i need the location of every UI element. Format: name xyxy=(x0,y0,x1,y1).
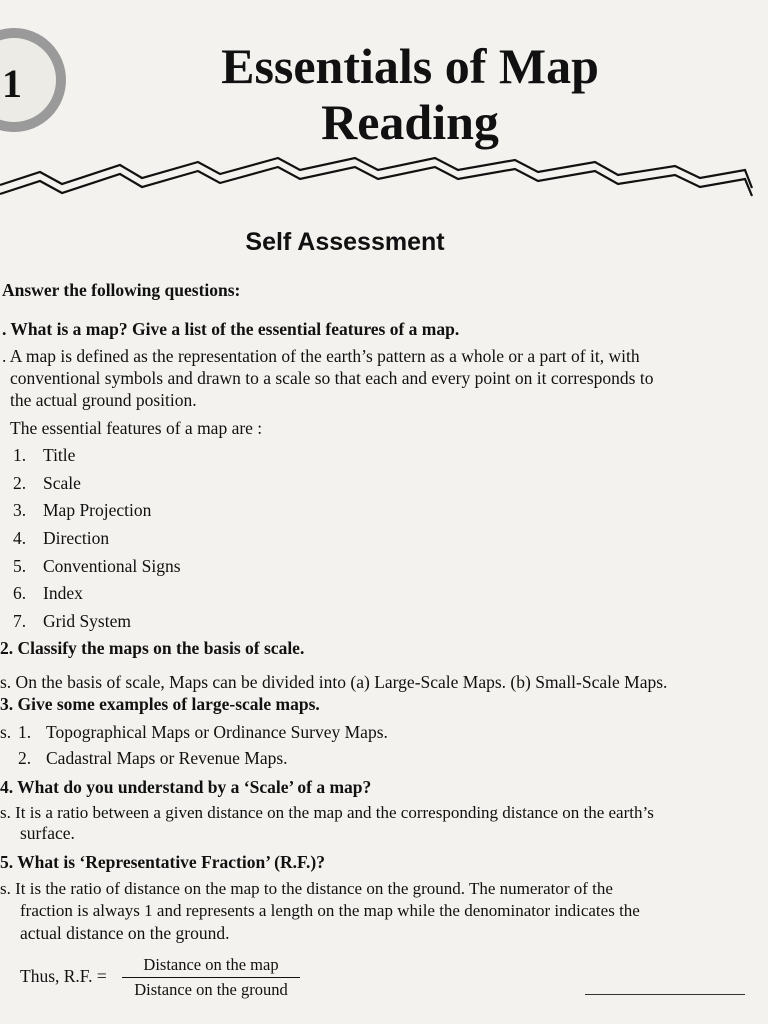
answer-5-line: actual distance on the ground. xyxy=(20,923,230,943)
list-item: 1. Title xyxy=(13,445,76,465)
answer-1-line: the actual ground position. xyxy=(10,390,197,410)
features-intro: The essential features of a map are : xyxy=(10,418,263,438)
answer-1-line: . A map is defined as the representation of the earth’s pattern as a whole or a part of it, with xyxy=(2,346,640,366)
fraction-denominator: Distance on the ground xyxy=(134,980,288,999)
answer-5-line: s. It is the ratio of distance on the map to the distance on the ground. The numerator of the xyxy=(0,879,613,898)
instruction: Answer the following questions: xyxy=(2,280,241,300)
question-2: 2. Classify the maps on the basis of scale. xyxy=(0,638,305,658)
list-item: 5. Conventional Signs xyxy=(13,556,181,576)
answer-4-line: s. It is a ratio between a given distance on the map and the corresponding distance on the earth’s xyxy=(0,803,654,822)
footer-rule xyxy=(585,994,745,995)
answer-5-line: fraction is always 1 and represents a length on the map while the denominator indicates the xyxy=(20,901,640,920)
question-1: . What is a map? Give a list of the essential features of a map. xyxy=(2,319,460,339)
list-item: s. 1. Topographical Maps or Ordinance Survey Maps. xyxy=(0,722,388,742)
section-heading: Self Assessment xyxy=(245,228,445,256)
chapter-number: 1 xyxy=(2,61,22,106)
formula-prefix: Thus, R.F. = xyxy=(20,966,107,986)
fraction-bar xyxy=(122,977,300,978)
fraction-numerator: Distance on the map xyxy=(143,955,279,974)
question-3: 3. Give some examples of large-scale maps. xyxy=(0,694,320,714)
list-item: 2. Cadastral Maps or Revenue Maps. xyxy=(18,748,288,768)
answer-2: s. On the basis of scale, Maps can be divided into (a) Large-Scale Maps. (b) Small-Scale Maps. xyxy=(0,672,668,692)
answer-1-line: conventional symbols and drawn to a scale so that each and every point on it corresponds to xyxy=(10,368,654,388)
zigzag-divider xyxy=(0,150,768,200)
question-4: 4. What do you understand by a ‘Scale’ of a map? xyxy=(0,777,372,797)
list-item: 2. Scale xyxy=(13,473,81,493)
question-5: 5. What is ‘Representative Fraction’ (R.F.)? xyxy=(0,852,325,872)
list-item: 3. Map Projection xyxy=(13,500,152,520)
list-item: 6. Index xyxy=(13,583,83,603)
chapter-title-line1: Essentials of Map xyxy=(221,38,599,94)
chapter-title-line2: Reading xyxy=(321,94,499,150)
list-item: 4. Direction xyxy=(13,528,110,548)
representative-fraction-formula xyxy=(122,955,300,1000)
answer-4-line: surface. xyxy=(20,823,75,843)
list-item: 7. Grid System xyxy=(13,611,131,631)
